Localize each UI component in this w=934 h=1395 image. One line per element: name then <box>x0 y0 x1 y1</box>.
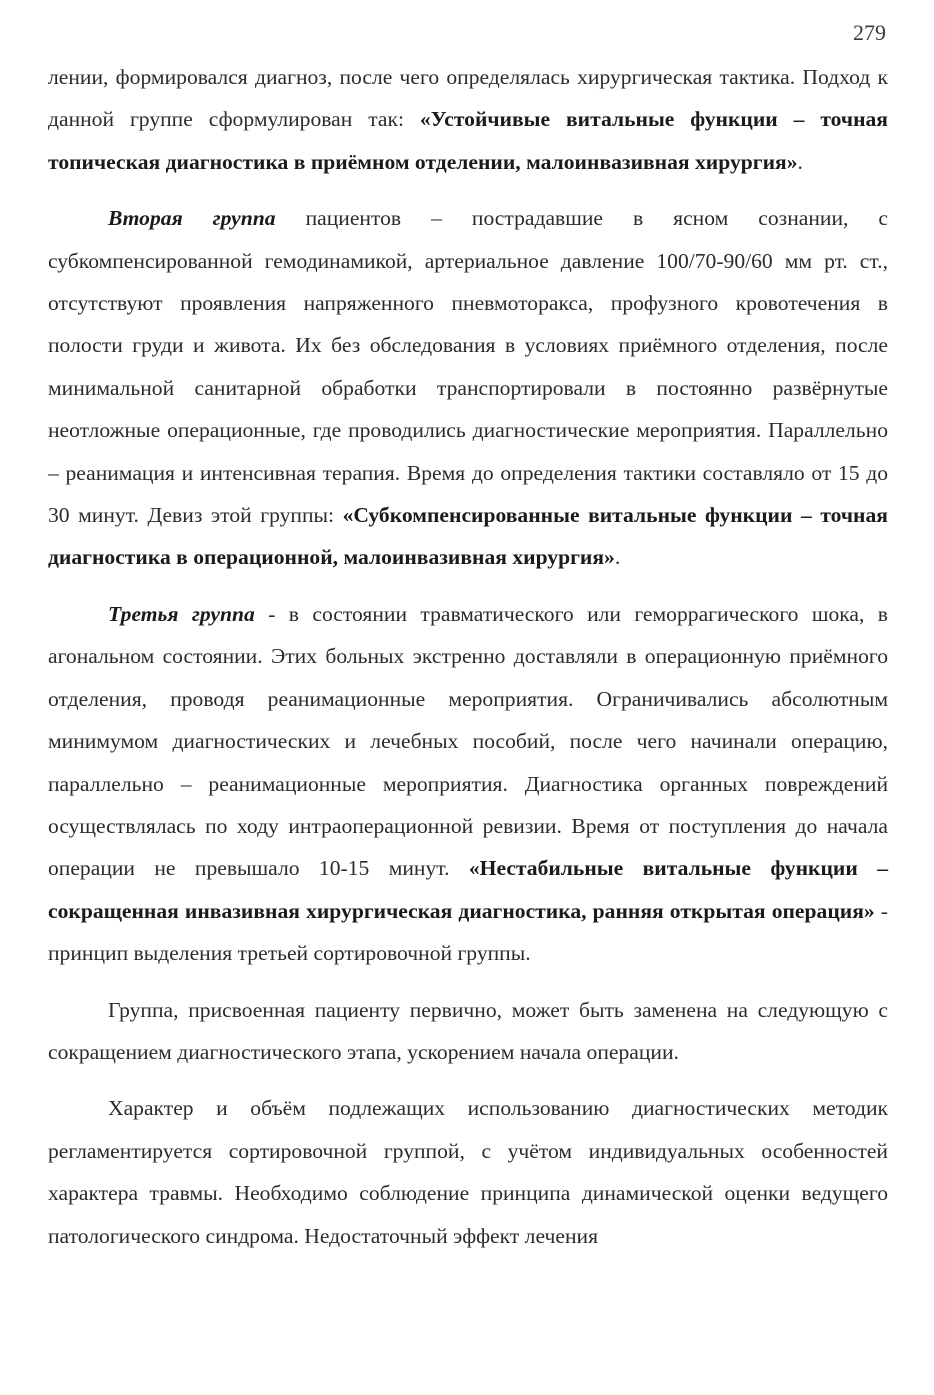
body-text <box>48 56 888 1257</box>
paragraph-3-motto: «Нестабильные витальные функции – сокращенная инвазивная хирургическая диагностика, ранняя открытая операция» <box>48 856 888 923</box>
paragraph-1-motto: «Устойчивые витальные функции – точная топическая диагностика в приёмном отделении, малоинвазивная хирургия» <box>48 107 888 174</box>
paragraph-1-end: . <box>797 149 803 174</box>
paragraph-2-lead: Вторая группа <box>108 206 276 231</box>
paragraph-4: Группа, присвоенная пациенту первично, может быть заменена на следующую с сокращением диагностического этапа, ускорением начала операции. <box>48 997 888 1064</box>
paragraph-3-text: - в состоянии травматического или геморрагического шока, в агональном состоянии. Этих больных экстренно доставляли в операционную приёмного отделения, проводя реанимационные мероприятия. Ограничивались абсолютным минимумом диагностических и лечебных пособий, после чего начинали операцию, параллельно – реанимационные мероприятия. Диагностика органных повреждений осуществлялась по ходу интраоперационной ревизии. Время от поступления до начала операции не превышало 10-15 минут. <box>48 601 888 881</box>
page-number: 279 <box>853 20 886 45</box>
paragraph-2-text: пациентов – пострадавшие в ясном сознании, с субкомпенсированной гемодинамикой, артериальное давление 100/70-90/60 мм рт. ст., отсутствуют проявления напряженного пневмоторакса, профузного кровотечения в полости груди и живота. Их без обследования в условиях приёмного отделения, после минимальной санитарной обработки транспортировали в постоянно развёрнутые неотложные операционные, где проводились диагностические мероприятия. Параллельно – реанимация и интенсивная терапия. Время до определения тактики составляло от 15 до 30 минут. Девиз этой группы: <box>48 206 888 528</box>
paragraph-3 <box>48 593 888 975</box>
paragraph-5: Характер и объём подлежащих использованию диагностических методик регламентируется сортировочной группой, с учётом индивидуальных особенностей характера травмы. Необходимо соблюдение принципа динамической оценки ведущего патологического синдрома. Недостаточный эффект лечения <box>48 1096 888 1248</box>
paragraph-3-end: - принцип выделения третьей сортировочной группы. <box>48 898 888 966</box>
paragraph-3-lead: Третья группа <box>108 601 255 626</box>
paragraph-1-text: лении, формировался диагноз, после чего определялась хирургическая тактика. Подход к данной группе сформулирован так: <box>48 65 888 132</box>
paragraph-2-motto: «Субкомпенсированные витальные функции – точная диагностика в операционной, малоинвазивная хирургия» <box>48 503 888 570</box>
paragraph-1 <box>48 56 888 183</box>
paragraph-2 <box>48 197 888 579</box>
paragraph-2-end: . <box>614 545 621 570</box>
